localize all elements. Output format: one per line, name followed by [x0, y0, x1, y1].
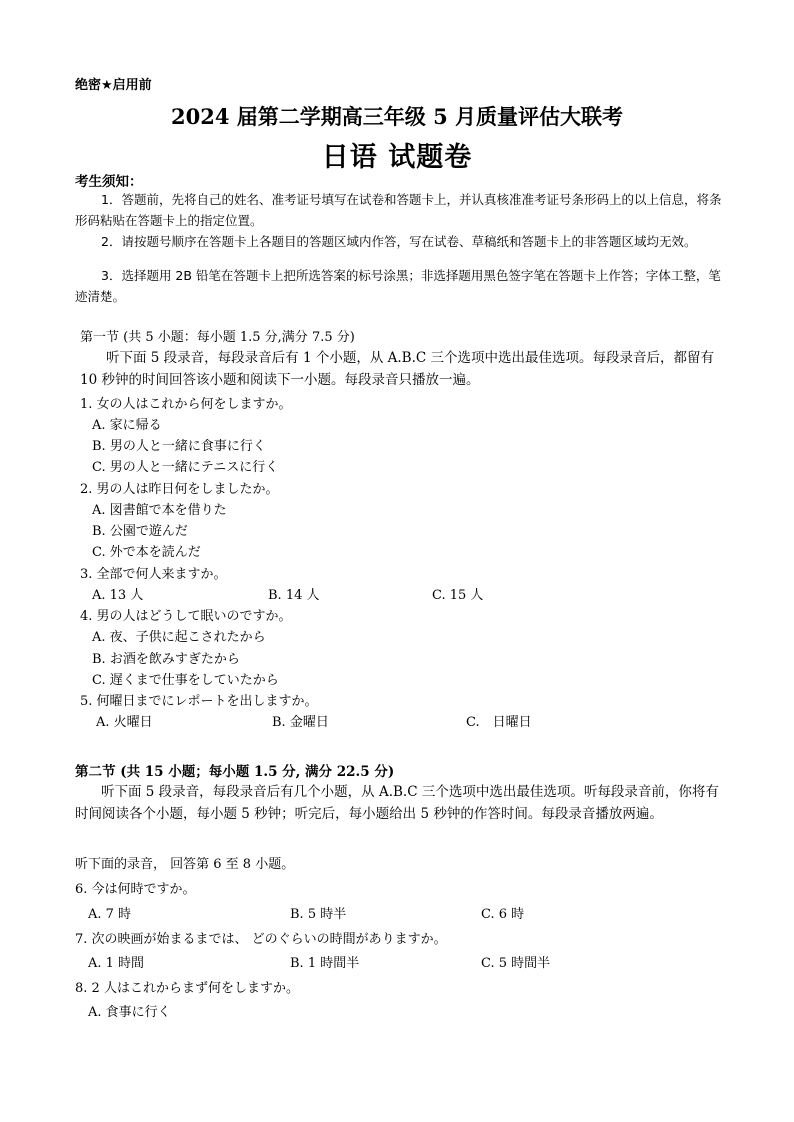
- question-1-option-c: C. 男の人と一緒にテニスに行く: [92, 460, 279, 475]
- section1-instructions: 听下面 5 段录音，每段录音后有 1 个小题，从 A.B.C 三个选项中选出最佳选项。每段录音后，都留有 10 秒钟的时间回答该小题和阅读下一小题。每段录音只播放一遍。: [80, 350, 715, 388]
- question-2-stem: 2. 男の人は昨日何をしましたか。: [80, 482, 279, 497]
- question-4-option-a: A. 夜、子供に起こされたから: [92, 630, 266, 645]
- section2-instructions: 听下面 5 段录音，每段录音后有几个小题，从 A.B.C 三个选项中选出最佳选项。听每段录音前，你将有时间阅读各个小题，每小题 5 秒钟；听完后，每小题给出 5 秒钟的作答时间。每段录音播放两遍。: [75, 784, 719, 822]
- question-4-option-b: B. お酒を飲みすぎたから: [92, 652, 240, 667]
- question-7-stem: 7. 次の映画が始まるまでは、 どのぐらいの時間がありますか。: [75, 932, 447, 947]
- question-8-stem: 8. 2 人はこれからまず何をしますか。: [75, 981, 299, 996]
- notice-item-3: 3．选择题用 2B 铅笔在答题卡上把所选答案的标号涂黑；非选择题用黑色签字笔在答题卡上作答；字体工整，笔迹清楚。: [75, 268, 721, 304]
- confidential-label: 绝密★启用前: [75, 78, 152, 93]
- question-5-option-b: B. 金曜日: [272, 715, 329, 730]
- question-7-option-a: A. 1 時間: [88, 956, 145, 971]
- question-6-option-c: C. 6 時: [481, 907, 525, 922]
- question-8-option-a: A. 食事に行く: [88, 1005, 171, 1020]
- question-2-option-c: C. 外で本を読んだ: [92, 545, 201, 560]
- notice-item-1: 1．答题前，先将自己的姓名、准考证号填写在试卷和答题卡上，并认真核准准考证号条形码上的以上信息，将条形码粘贴在答题卡上的指定位置。: [75, 192, 722, 228]
- question-5-option-a: A. 火曜日: [96, 715, 153, 730]
- question-3-option-b: B. 14 人: [268, 588, 320, 603]
- exam-title: 2024 届第二学期高三年级 5 月质量评估大联考: [171, 104, 623, 129]
- question-6-stem: 6. 今は何時ですか。: [75, 882, 196, 897]
- question-1-stem: 1. 女の人はこれから何をしますか。: [80, 397, 292, 412]
- notice-heading: 考生须知：: [75, 174, 143, 190]
- exam-subtitle: 日语 试题卷: [321, 142, 473, 173]
- question-2-option-a: A. 図書館で本を借りた: [92, 503, 227, 518]
- section1-heading: 第一节 (共 5 小题：每小题 1.5 分,满分 7.5 分): [80, 330, 355, 345]
- question-4-stem: 4. 男の人はどうして眠いのですか。: [80, 609, 292, 624]
- question-2-option-b: B. 公園で遊んだ: [92, 524, 188, 539]
- question-5-option-c: C. 日曜日: [466, 715, 532, 730]
- question-1-option-a: A. 家に帰る: [92, 418, 162, 433]
- question-7-option-c: C. 5 時間半: [481, 956, 551, 971]
- question-7-option-b: B. 1 時間半: [290, 956, 360, 971]
- section2-lead: 听下面的录音， 回答第 6 至 8 小题。: [75, 857, 295, 872]
- question-3-option-c: C. 15 人: [432, 588, 484, 603]
- question-3-stem: 3. 全部で何人来ますか。: [80, 567, 227, 582]
- question-3-option-a: A. 13 人: [92, 588, 144, 603]
- section2-heading: 第二节 (共 15 小题；每小题 1.5 分, 满分 22.5 分): [75, 764, 395, 780]
- question-5-stem: 5. 何曜日までにレポートを出しますか。: [80, 694, 318, 709]
- question-4-option-c: C. 遅くまで仕事をしていたから: [92, 673, 279, 688]
- question-6-option-b: B. 5 時半: [290, 907, 347, 922]
- notice-item-2: 2．请按题号顺序在答题卡上各题目的答题区域内作答，写在试卷、草稿纸和答题卡上的非答题区域均无效。: [101, 234, 697, 249]
- question-1-option-b: B. 男の人と一緒に食事に行く: [92, 439, 266, 454]
- question-6-option-a: A. 7 時: [88, 907, 132, 922]
